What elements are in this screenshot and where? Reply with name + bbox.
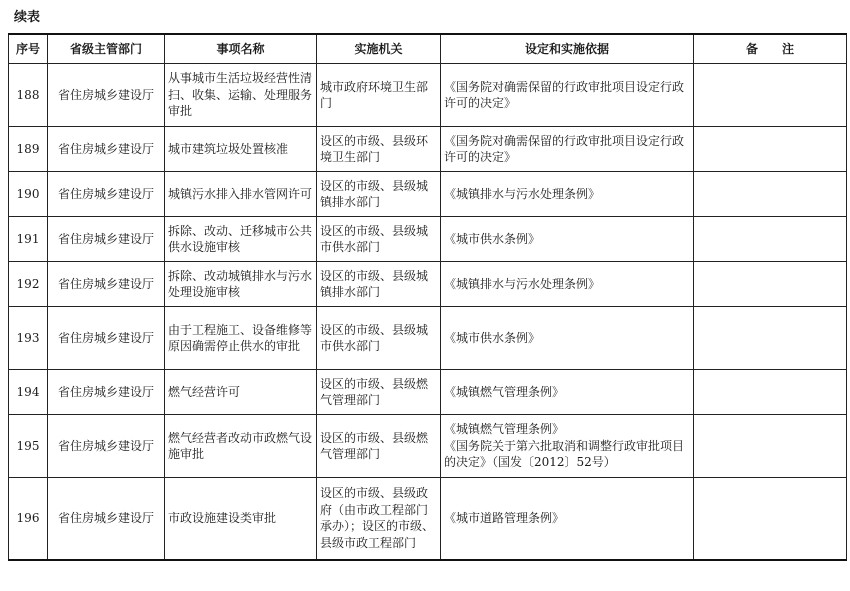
row-item-name: 拆除、改动城镇排水与污水处理设施审核: [165, 262, 317, 307]
row-department: 省住房城乡建设厅: [48, 478, 165, 560]
row-agency: 设区的市级、县级城市供水部门: [317, 217, 441, 262]
row-remarks: [694, 64, 847, 127]
row-remarks: [694, 307, 847, 370]
row-remarks: [694, 217, 847, 262]
table-row: [9, 127, 847, 172]
row-agency: 设区的市级、县级燃气管理部门: [317, 415, 441, 478]
table-row: [9, 307, 847, 370]
row-item-name: 城市建筑垃圾处置核准: [165, 127, 317, 172]
table-row: [9, 478, 847, 560]
approval-items-table: [8, 33, 847, 561]
row-number: 190: [9, 172, 48, 217]
row-agency: 设区的市级、县级城镇排水部门: [317, 172, 441, 217]
row-item-name: 市政设施建设类审批: [165, 478, 317, 560]
row-department: 省住房城乡建设厅: [48, 370, 165, 415]
row-department: 省住房城乡建设厅: [48, 217, 165, 262]
table-header-row: [9, 34, 847, 64]
row-agency: 设区的市级、县级燃气管理部门: [317, 370, 441, 415]
row-item-name: 由于工程施工、设备维修等原因确需停止供水的审批: [165, 307, 317, 370]
row-number: 194: [9, 370, 48, 415]
table-body: [9, 64, 847, 560]
table-row: [9, 415, 847, 478]
table-row: [9, 217, 847, 262]
header-dept: 省级主管部门: [48, 34, 165, 64]
row-item-name: 城镇污水排入排水管网许可: [165, 172, 317, 217]
row-agency: 城市政府环境卫生部门: [317, 64, 441, 127]
row-item-name: 燃气经营许可: [165, 370, 317, 415]
header-no: 序号: [9, 34, 48, 64]
row-basis: 《国务院对确需保留的行政审批项目设定行政许可的决定》: [441, 127, 694, 172]
row-number: 193: [9, 307, 48, 370]
row-number: 188: [9, 64, 48, 127]
row-number: 189: [9, 127, 48, 172]
table-row: [9, 172, 847, 217]
table-row: [9, 262, 847, 307]
continued-label: 续表: [14, 10, 41, 25]
row-remarks: [694, 415, 847, 478]
row-basis: 《国务院对确需保留的行政审批项目设定行政许可的决定》: [441, 64, 694, 127]
row-item-name: 拆除、改动、迁移城市公共供水设施审核: [165, 217, 317, 262]
row-number: 192: [9, 262, 48, 307]
row-department: 省住房城乡建设厅: [48, 172, 165, 217]
row-basis: 《城镇排水与污水处理条例》: [441, 262, 694, 307]
header-item: 事项名称: [165, 34, 317, 64]
row-department: 省住房城乡建设厅: [48, 415, 165, 478]
header-agency: 实施机关: [317, 34, 441, 64]
row-department: 省住房城乡建设厅: [48, 127, 165, 172]
row-department: 省住房城乡建设厅: [48, 64, 165, 127]
row-basis: 《城镇燃气管理条例》: [441, 370, 694, 415]
row-number: 195: [9, 415, 48, 478]
row-department: 省住房城乡建设厅: [48, 262, 165, 307]
row-number: 191: [9, 217, 48, 262]
row-remarks: [694, 172, 847, 217]
row-basis: 《城市道路管理条例》: [441, 478, 694, 560]
row-basis: 《城市供水条例》: [441, 217, 694, 262]
row-agency: 设区的市级、县级环境卫生部门: [317, 127, 441, 172]
header-basis: 设定和实施依据: [441, 34, 694, 64]
row-department: 省住房城乡建设厅: [48, 307, 165, 370]
row-agency: 设区的市级、县级城镇排水部门: [317, 262, 441, 307]
header-remarks: 备 注: [694, 34, 847, 64]
row-remarks: [694, 262, 847, 307]
row-remarks: [694, 478, 847, 560]
table-row: [9, 64, 847, 127]
row-remarks: [694, 370, 847, 415]
table-row: [9, 370, 847, 415]
row-basis: 《城镇燃气管理条例》 《国务院关于第六批取消和调整行政审批项目的决定》（国发〔2012〕52号）: [441, 415, 694, 478]
row-number: 196: [9, 478, 48, 560]
row-item-name: 燃气经营者改动市政燃气设施审批: [165, 415, 317, 478]
row-agency: 设区的市级、县级政府（由市政工程部门承办）；设区的市级、县级市政工程部门: [317, 478, 441, 560]
row-remarks: [694, 127, 847, 172]
row-basis: 《城镇排水与污水处理条例》: [441, 172, 694, 217]
row-basis: 《城市供水条例》: [441, 307, 694, 370]
row-item-name: 从事城市生活垃圾经营性清扫、收集、运输、处理服务审批: [165, 64, 317, 127]
row-agency: 设区的市级、县级城市供水部门: [317, 307, 441, 370]
